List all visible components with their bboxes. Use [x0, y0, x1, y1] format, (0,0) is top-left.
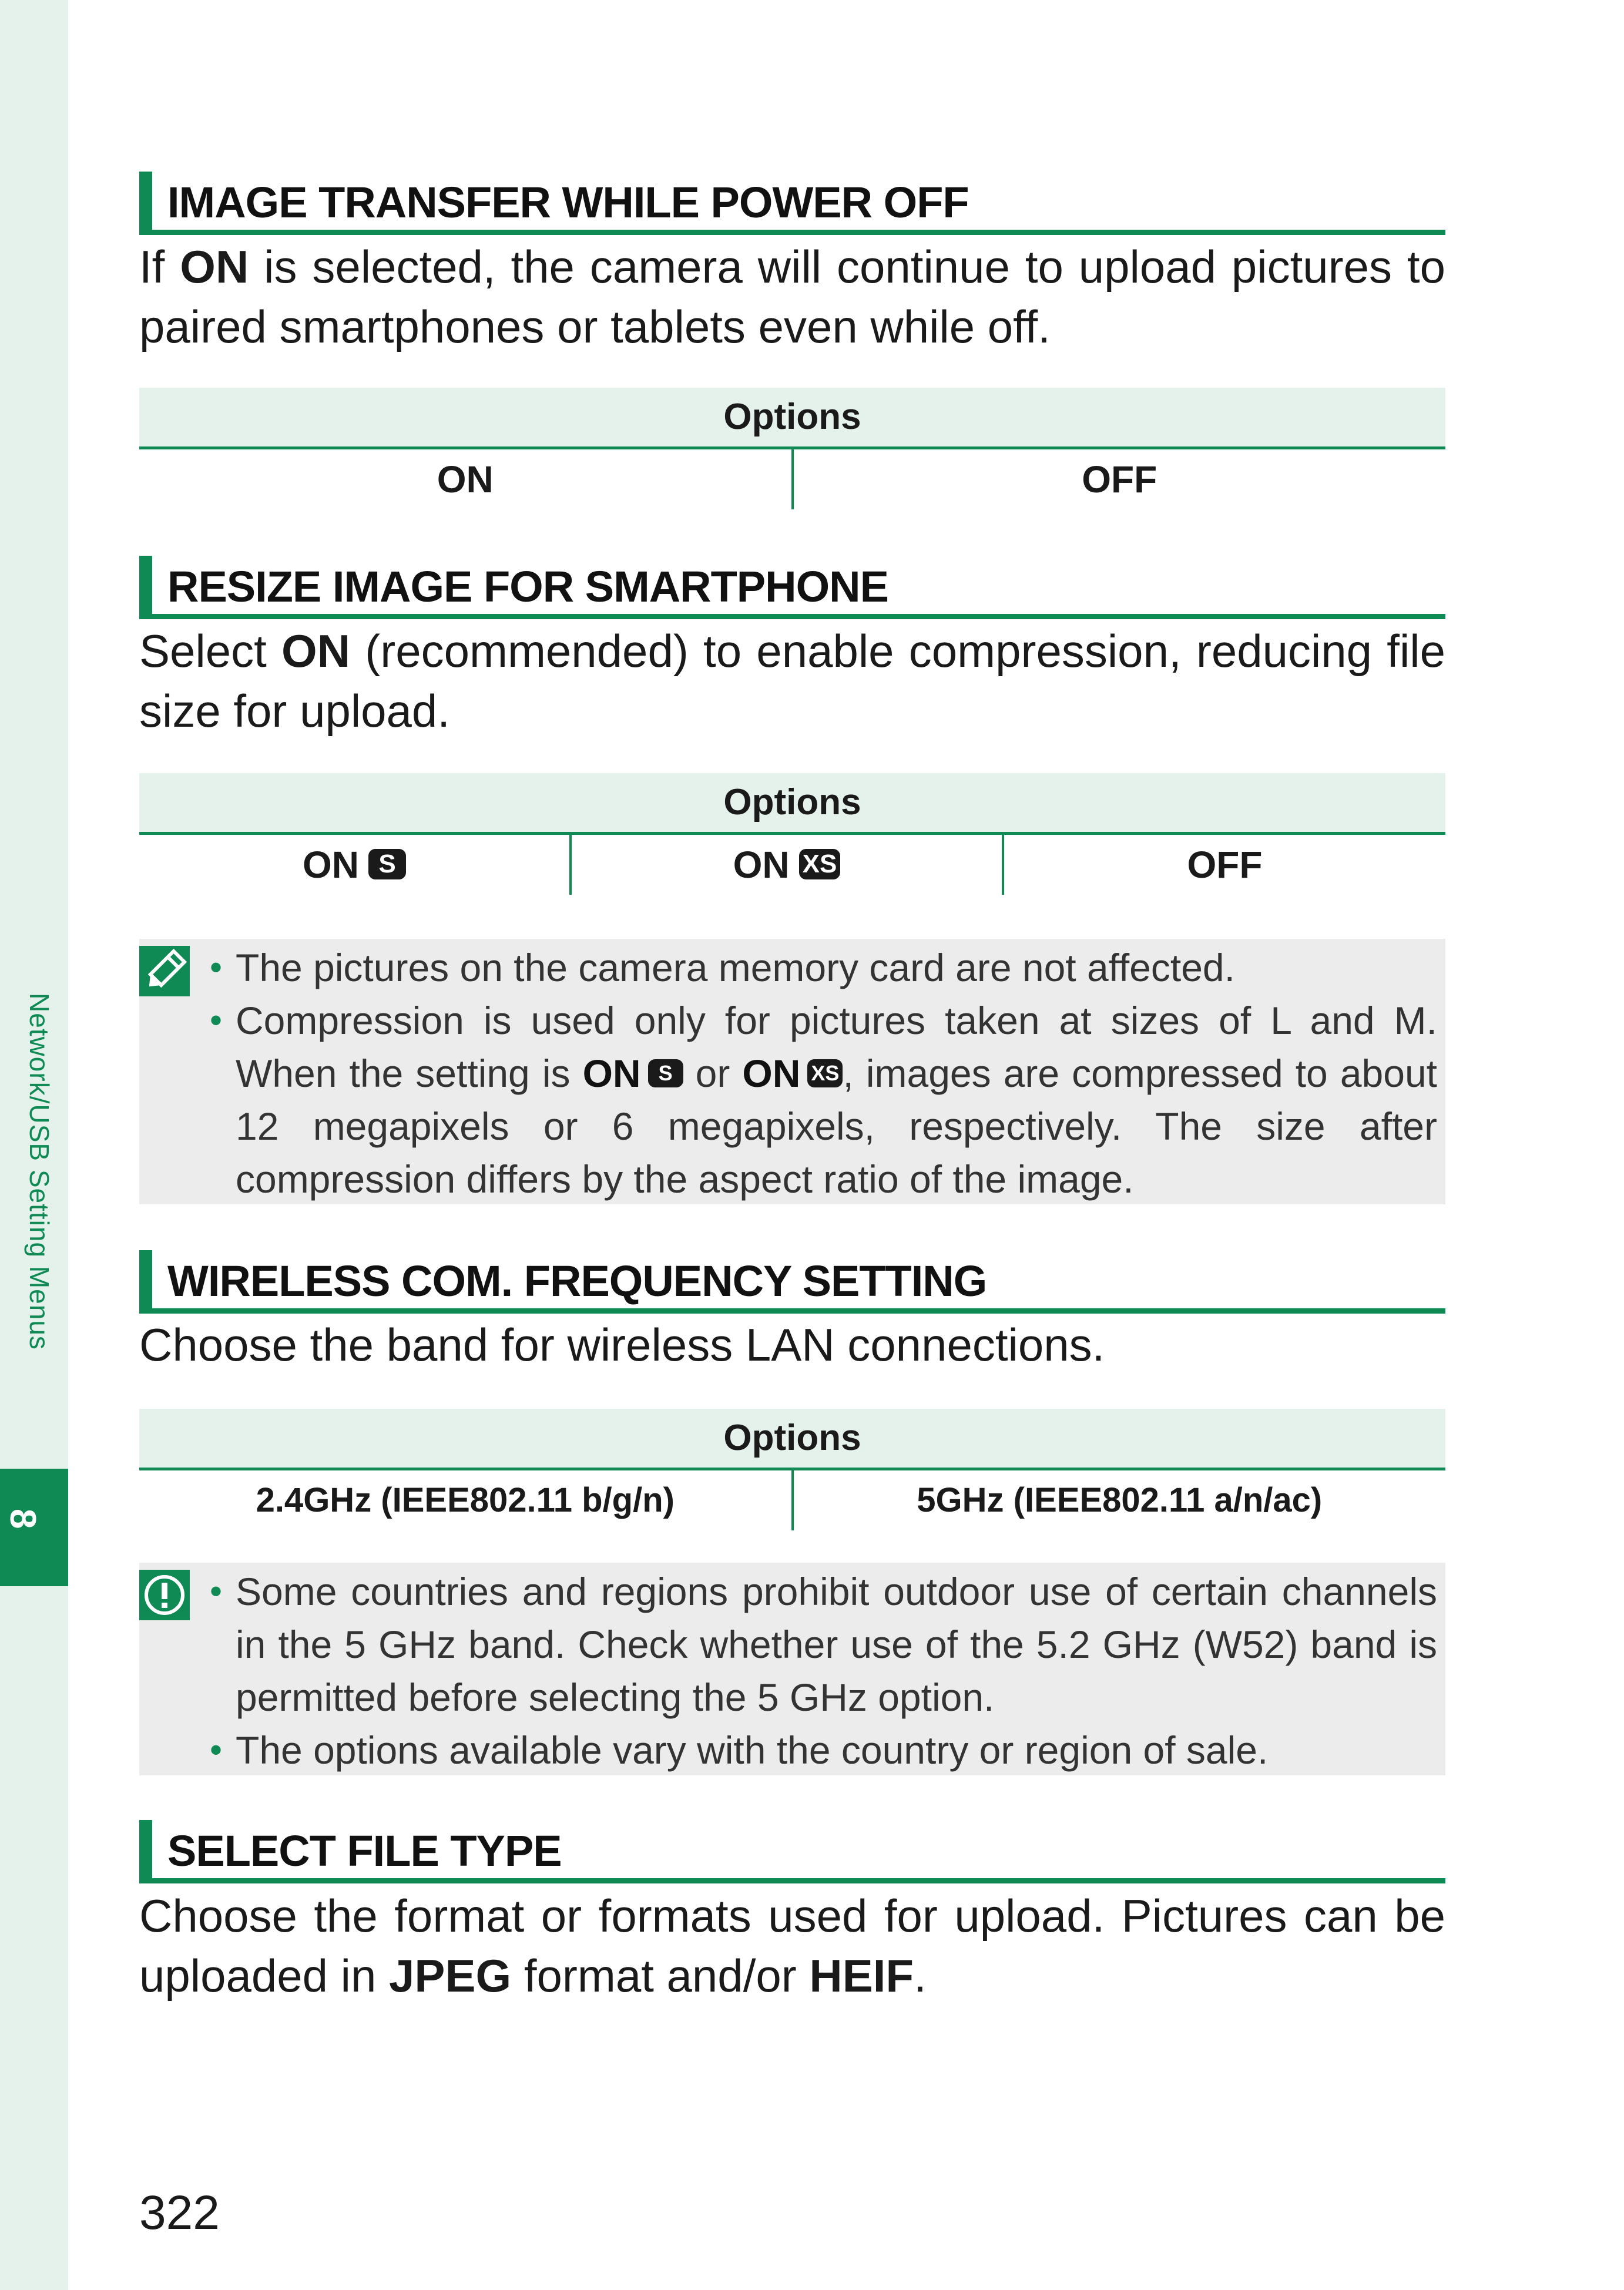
heading-accent-bar: [139, 556, 152, 614]
note-text: , images are compressed to about 12 megapixels or 6 megapixels, respectively. The size after compression differs by the aspect ratio of the image.: [236, 1052, 1437, 1201]
note-text: or: [683, 1052, 743, 1095]
size-xs-icon: XS: [807, 1059, 843, 1087]
option-off: OFF: [1082, 458, 1157, 501]
section-title: WIRELESS COM. FREQUENCY SETTING: [167, 1257, 987, 1305]
option-on-s: [139, 835, 572, 895]
desc-bold-on: ON: [281, 625, 351, 677]
options-header: Options: [139, 1409, 1445, 1470]
desc-text: Select: [139, 625, 282, 677]
note-bold-on: ON: [742, 1052, 801, 1095]
desc-text: is selected, the camera will continue to upload pictures to paired smartphones or tablets even while off.: [139, 241, 1445, 352]
heading-accent-bar: [139, 1250, 152, 1308]
section-title: SELECT FILE TYPE: [167, 1826, 562, 1875]
section-description: Choose the band for wireless LAN connections.: [139, 1319, 1105, 1371]
list-item: • The pictures on the camera memory card are not affected.: [210, 941, 1437, 994]
caution-box: [139, 1563, 1445, 1775]
section-heading-resize: [139, 556, 1445, 619]
chapter-tab[interactable]: [0, 1469, 68, 1586]
desc-text: format and/or: [511, 1950, 810, 2002]
note-box: [139, 939, 1445, 1204]
size-xs-icon: XS: [799, 849, 841, 879]
option-on: ON: [139, 449, 794, 509]
desc-text: If: [139, 241, 180, 293]
caution-list: [210, 1565, 1437, 1777]
options-table-resize: [139, 773, 1445, 895]
option-off: OFF: [1187, 844, 1263, 886]
section-description: [139, 621, 1445, 741]
options-header: Options: [139, 773, 1445, 835]
options-header: Options: [139, 388, 1445, 449]
desc-text: .: [914, 1950, 927, 2002]
list-item: [210, 994, 1437, 1206]
section-side-label: Network/USB Setting Menus: [24, 993, 55, 1350]
options-table-transfer-off: [139, 388, 1445, 509]
section-title: IMAGE TRANSFER WHILE POWER OFF: [167, 178, 969, 227]
note-text: Compression is used only for pictures taken at sizes of L and M. When the setting is: [236, 999, 1437, 1095]
list-item: • Some countries and regions prohibit outdoor use of certain channels in the 5 GHz band. Check whether use of the 5.2 GHz (W52) band is permitted before selecting the 5 GHz option.: [210, 1565, 1437, 1724]
options-table-frequency: [139, 1409, 1445, 1530]
desc-bold-jpeg: JPEG: [389, 1950, 512, 2002]
options-row: [139, 835, 1445, 895]
options-row: [139, 449, 1445, 509]
desc-bold-on: ON: [180, 241, 249, 293]
section-title: RESIZE IMAGE FOR SMARTPHONE: [167, 562, 888, 611]
chapter-number: 8: [2, 1509, 43, 1529]
caution-icon: [139, 1570, 190, 1620]
note-list: [210, 941, 1437, 1206]
option-label: ON: [303, 844, 359, 886]
heading-accent-bar: [139, 1820, 152, 1878]
section-heading-file-type: [139, 1820, 1445, 1883]
size-s-icon: S: [368, 849, 406, 879]
option-5ghz: 5GHz (IEEE802.11 a/n/ac): [917, 1481, 1323, 1519]
option-2-4ghz: 2.4GHz (IEEE802.11 b/g/n): [139, 1470, 794, 1530]
desc-text: Choose the format or formats used for upload. Pictures can be uploaded in: [139, 1890, 1445, 2002]
option-on-xs: [572, 835, 1004, 895]
desc-bold-heif: HEIF: [809, 1950, 914, 2002]
option-label: ON: [733, 844, 790, 886]
note-bold-on: ON: [582, 1052, 641, 1095]
heading-accent-bar: [139, 172, 152, 230]
desc-text: (recommended) to enable compression, reducing file size for upload.: [139, 625, 1445, 737]
note-pencil-icon: [139, 946, 190, 996]
section-description: [139, 237, 1445, 357]
size-s-icon: S: [648, 1059, 683, 1087]
list-item: • The options available vary with the country or region of sale.: [210, 1724, 1437, 1777]
options-row: [139, 1470, 1445, 1530]
section-description: [139, 1886, 1445, 2006]
section-heading-frequency: [139, 1250, 1445, 1314]
section-heading-transfer-off: [139, 172, 1445, 235]
page-number: 322: [139, 2186, 220, 2239]
